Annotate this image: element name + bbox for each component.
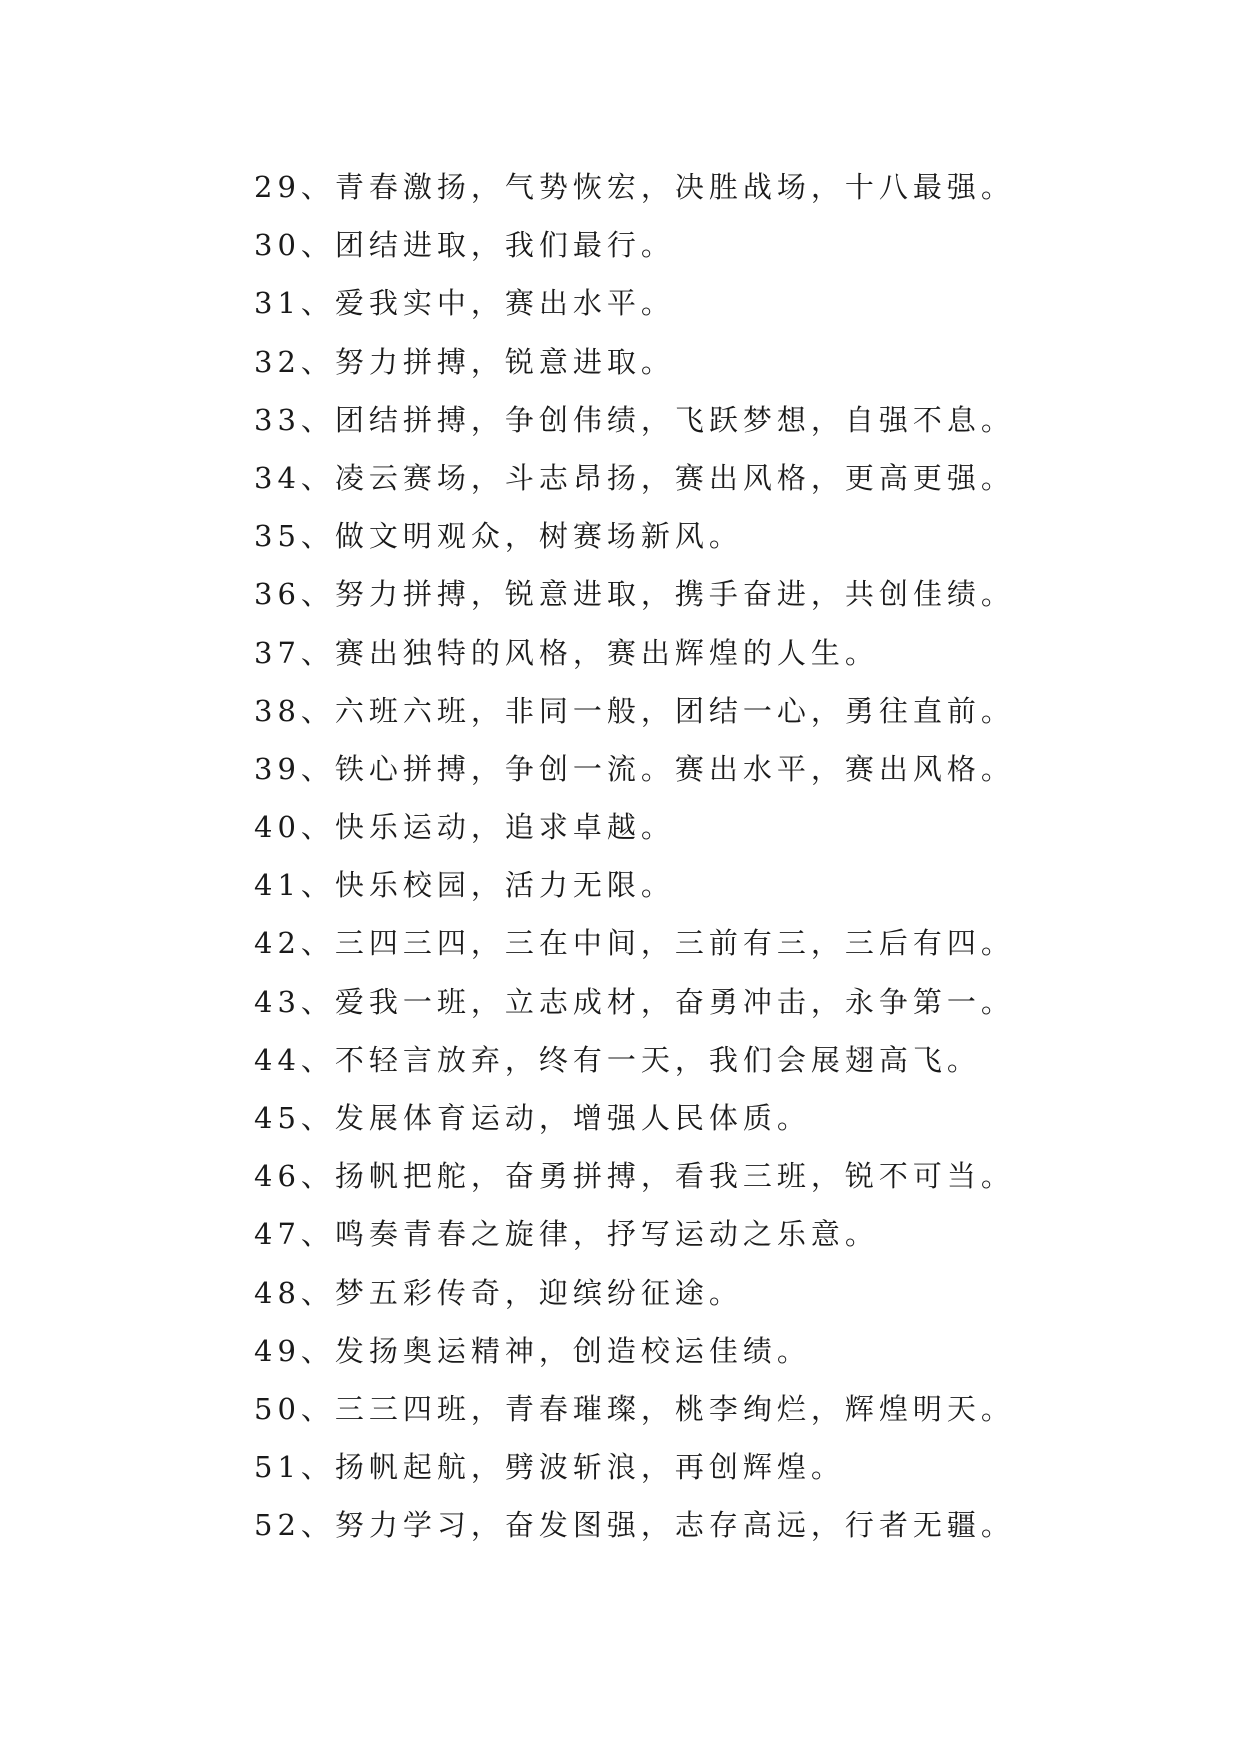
slogan-line-31: 31、爱我实中，赛出水平。 xyxy=(254,286,675,321)
slogan-line-48: 48、梦五彩传奇，迎缤纷征途。 xyxy=(254,1275,743,1310)
slogan-line-40: 40、快乐运动，追求卓越。 xyxy=(254,810,675,845)
slogan-list xyxy=(254,158,1014,1555)
slogan-line-41: 41、快乐校园，活力无限。 xyxy=(254,868,675,903)
slogan-line-36: 36、努力拼搏，锐意进取，携手奋进，共创佳绩。 xyxy=(254,577,1015,612)
slogan-line-50: 50、三三四班，青春璀璨，桃李绚烂，辉煌明天。 xyxy=(254,1391,1015,1426)
slogan-line-33: 33、团结拼搏，争创伟绩，飞跃梦想，自强不息。 xyxy=(254,402,1015,437)
slogan-line-30: 30、团结进取，我们最行。 xyxy=(254,228,675,263)
slogan-line-47: 47、鸣奏青春之旋律，抒写运动之乐意。 xyxy=(254,1217,879,1252)
slogan-line-46: 46、扬帆把舵，奋勇拼搏，看我三班，锐不可当。 xyxy=(254,1159,1015,1194)
slogan-line-37: 37、赛出独特的风格，赛出辉煌的人生。 xyxy=(254,635,879,670)
slogan-line-39: 39、铁心拼搏，争创一流。赛出水平，赛出风格。 xyxy=(254,751,1015,786)
slogan-line-44: 44、不轻言放弃，终有一天，我们会展翅高飞。 xyxy=(254,1042,981,1077)
slogan-line-49: 49、发扬奥运精神，创造校运佳绩。 xyxy=(254,1333,811,1368)
slogan-line-34: 34、凌云赛场，斗志昂扬，赛出风格，更高更强。 xyxy=(254,460,1015,495)
slogan-line-43: 43、爱我一班，立志成材，奋勇冲击，永争第一。 xyxy=(254,984,1015,1019)
slogan-line-35: 35、做文明观众，树赛场新风。 xyxy=(254,519,743,554)
slogan-line-45: 45、发展体育运动，增强人民体质。 xyxy=(254,1101,811,1135)
slogan-line-32: 32、努力拼搏，锐意进取。 xyxy=(254,344,675,379)
slogan-line-52: 52、努力学习，奋发图强，志存高远，行者无疆。 xyxy=(254,1508,1015,1543)
slogan-line-51: 51、扬帆起航，劈波斩浪，再创辉煌。 xyxy=(254,1450,845,1485)
slogan-line-38: 38、六班六班，非同一般，团结一心，勇往直前。 xyxy=(254,693,1015,728)
slogan-line-42: 42、三四三四，三在中间，三前有三，三后有四。 xyxy=(254,926,1015,961)
slogan-line-29: 29、青春激扬，气势恢宏，决胜战场，十八最强。 xyxy=(254,170,1015,204)
